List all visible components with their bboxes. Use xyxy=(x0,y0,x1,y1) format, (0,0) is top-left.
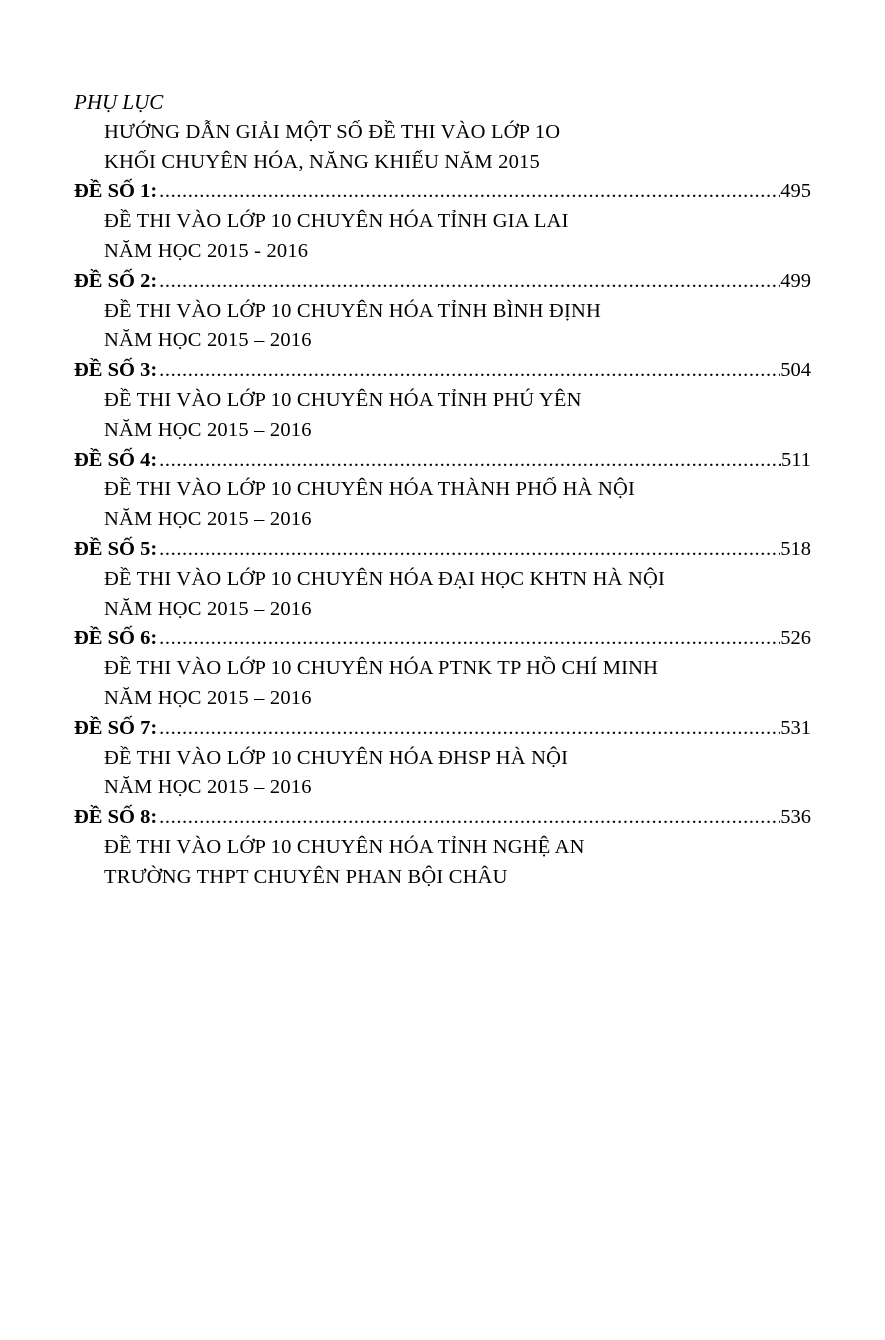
appendix-subtitle-line-2: KHỐI CHUYÊN HÓA, NĂNG KHIẾU NĂM 2015 xyxy=(104,150,540,173)
toc-entry-5 xyxy=(74,535,811,624)
toc-entry-7 xyxy=(74,714,811,803)
toc-entry-heading[interactable] xyxy=(74,535,811,565)
toc-entry-4 xyxy=(74,446,811,535)
toc-entry-page-number: 495 xyxy=(780,180,811,203)
toc-entry-title: ĐỀ THI VÀO LỚP 10 CHUYÊN HÓA TỈNH NGHỆ AN xyxy=(104,835,585,858)
toc-entry-subtitle: NĂM HỌC 2015 – 2016 xyxy=(104,329,312,352)
toc-entry-page-number: 531 xyxy=(780,716,811,739)
dot-leader xyxy=(159,446,781,476)
toc-entry-heading[interactable] xyxy=(74,624,811,654)
toc-entry-heading[interactable] xyxy=(74,446,811,476)
appendix-title: PHỤ LỤC xyxy=(74,90,164,114)
toc-entry-subtitle: NĂM HỌC 2015 – 2016 xyxy=(104,776,312,799)
toc-entry-page-number: 536 xyxy=(780,806,811,829)
toc-entry-title: ĐỀ THI VÀO LỚP 10 CHUYÊN HÓA ĐẠI HỌC KHTN HÀ NỘI xyxy=(104,567,665,590)
toc-entry-label: ĐỀ SỐ 7: xyxy=(74,716,158,739)
toc-entry-heading[interactable] xyxy=(74,267,811,297)
toc-entry-1 xyxy=(74,177,811,266)
toc-entry-6 xyxy=(74,624,811,713)
toc-entry-label: ĐỀ SỐ 4: xyxy=(74,448,158,471)
toc-entry-subtitle: NĂM HỌC 2015 – 2016 xyxy=(104,508,312,531)
toc-entry-page-number: 518 xyxy=(780,537,811,560)
toc-entry-8 xyxy=(74,803,811,892)
appendix-subtitle-line-1: HƯỚNG DẪN GIẢI MỘT SỐ ĐỀ THI VÀO LỚP 1O xyxy=(104,120,561,143)
toc-entry-heading[interactable] xyxy=(74,714,811,744)
toc-entry-page-number: 526 xyxy=(780,627,811,650)
toc-entry-subtitle: NĂM HỌC 2015 – 2016 xyxy=(104,597,312,620)
table-of-contents xyxy=(74,88,811,893)
toc-entry-heading[interactable] xyxy=(74,177,811,207)
toc-entry-title: ĐỀ THI VÀO LỚP 10 CHUYÊN HÓA PTNK TP HỒ CHÍ MINH xyxy=(104,657,659,680)
toc-entry-label: ĐỀ SỐ 6: xyxy=(74,627,158,650)
dot-leader xyxy=(159,356,780,386)
toc-entry-page-number: 504 xyxy=(780,359,811,382)
toc-entry-title: ĐỀ THI VÀO LỚP 10 CHUYÊN HÓA THÀNH PHỐ HÀ NỘI xyxy=(104,478,635,501)
toc-entry-label: ĐỀ SỐ 2: xyxy=(74,269,158,292)
dot-leader xyxy=(159,177,780,207)
toc-entry-label: ĐỀ SỐ 5: xyxy=(74,537,158,560)
toc-entry-2 xyxy=(74,267,811,356)
dot-leader xyxy=(159,267,780,297)
toc-entry-label: ĐỀ SỐ 3: xyxy=(74,359,158,382)
toc-entry-label: ĐỀ SỐ 8: xyxy=(74,806,158,829)
toc-entry-subtitle: NĂM HỌC 2015 - 2016 xyxy=(104,239,309,262)
toc-entry-title: ĐỀ THI VÀO LỚP 10 CHUYÊN HÓA TỈNH BÌNH ĐỊNH xyxy=(104,299,601,322)
toc-entry-heading[interactable] xyxy=(74,803,811,833)
toc-entry-title: ĐỀ THI VÀO LỚP 10 CHUYÊN HÓA ĐHSP HÀ NỘI xyxy=(104,746,569,769)
toc-entry-title: ĐỀ THI VÀO LỚP 10 CHUYÊN HÓA TỈNH GIA LAI xyxy=(104,210,569,233)
toc-entry-page-number: 511 xyxy=(781,448,811,471)
toc-entry-title: ĐỀ THI VÀO LỚP 10 CHUYÊN HÓA TỈNH PHÚ YÊN xyxy=(104,388,582,411)
toc-entry-subtitle: NĂM HỌC 2015 – 2016 xyxy=(104,686,312,709)
dot-leader xyxy=(159,803,780,833)
toc-entry-page-number: 499 xyxy=(780,269,811,292)
toc-entry-heading[interactable] xyxy=(74,356,811,386)
dot-leader xyxy=(159,624,780,654)
toc-entry-3 xyxy=(74,356,811,445)
dot-leader xyxy=(159,714,780,744)
toc-entry-label: ĐỀ SỐ 1: xyxy=(74,180,158,203)
dot-leader xyxy=(159,535,780,565)
toc-entry-subtitle: NĂM HỌC 2015 – 2016 xyxy=(104,418,312,441)
toc-entry-subtitle: TRƯỜNG THPT CHUYÊN PHAN BỘI CHÂU xyxy=(104,865,508,888)
